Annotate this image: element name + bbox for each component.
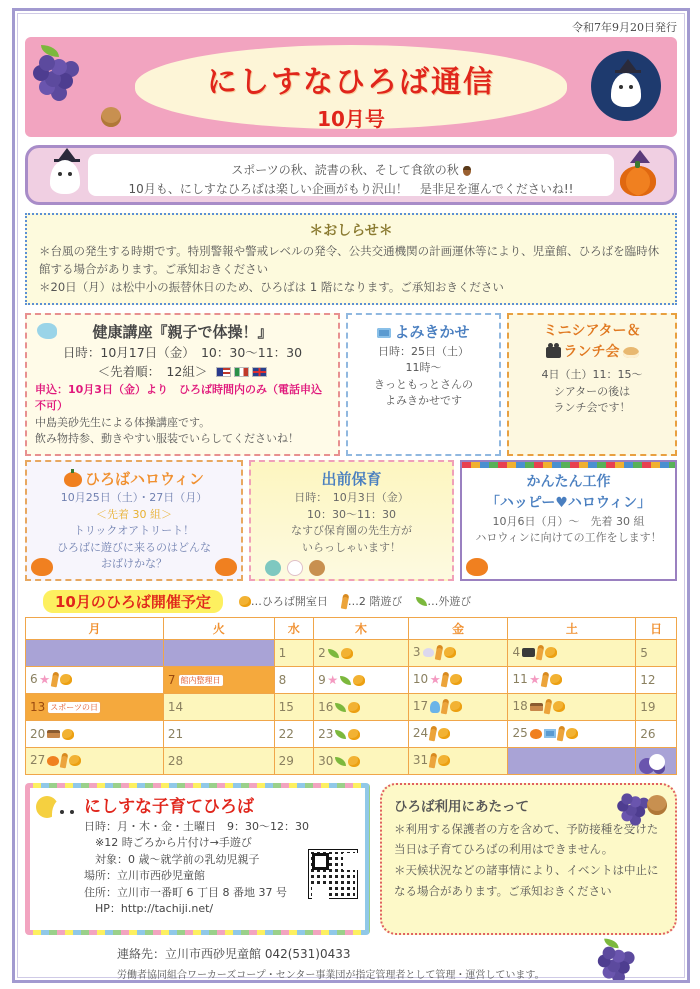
pumpkin-icon	[215, 558, 237, 576]
elephant-icon	[423, 648, 434, 657]
acorn-icon	[463, 166, 471, 176]
weekday-header: 金	[408, 617, 508, 639]
calendar-body	[26, 639, 677, 774]
event-demae-box	[249, 460, 454, 581]
title-banner	[25, 37, 677, 137]
calendar-day-cell	[314, 720, 409, 747]
notice-items	[39, 243, 663, 296]
halloween-title: ひろばハロウィン	[35, 468, 233, 491]
day-number: 31	[412, 753, 429, 768]
notice-item: ＊20日（月）は松中小の振替休日のため、ひろばは 1 階になります。ご承知おきください	[39, 279, 504, 294]
calendar-day-cell	[274, 639, 313, 666]
halloween-desc3: おばけかな？	[101, 557, 167, 571]
day-number: 25	[512, 726, 528, 741]
ghost-icon	[50, 160, 80, 194]
kousaku-subtitle: 「ハッピー♥ハロウィン」	[485, 494, 652, 511]
day-number: 10	[412, 672, 429, 687]
sprout-icon	[340, 676, 351, 685]
halloween-desc2: ひろばに遊びに来るのはどんな	[57, 540, 211, 554]
pumpkin-icon	[47, 756, 59, 766]
theater-desc2: ランチ会です！	[553, 401, 631, 415]
event-yomikikase-box	[346, 313, 501, 455]
cake-icon	[47, 730, 60, 738]
witch-hat-icon	[58, 148, 76, 160]
day-number: 17	[412, 699, 429, 714]
yomikikase-time: 11時～	[405, 361, 442, 375]
yomikikase-title: よみきかせ	[356, 321, 491, 344]
giraffe-icon	[434, 645, 443, 661]
ghost-icon	[611, 73, 641, 107]
chick-icon	[62, 729, 74, 740]
demae-desc1: なすび保育園の先生方が	[291, 524, 412, 538]
bottom-section	[25, 783, 677, 935]
theater-title2: ランチ会	[517, 342, 667, 363]
day-number: 19	[640, 699, 656, 714]
grapes-icon	[39, 55, 55, 71]
chick-icon	[341, 648, 353, 659]
craft-icon	[328, 675, 338, 685]
day-badge: 館内整理日	[178, 674, 224, 687]
chick-icon	[566, 728, 578, 739]
chick-icon	[348, 729, 360, 740]
craft-icon	[430, 675, 440, 685]
giraffe-icon	[543, 699, 552, 715]
hiroba-info-line: 日時：月・木・金・土曜日 9：30～12：30	[84, 819, 309, 833]
calendar-day-cell	[636, 720, 677, 747]
grapes-icon	[603, 946, 616, 959]
giraffe-icon	[556, 726, 565, 742]
craft-icon	[40, 675, 50, 685]
theater-desc1: シアターの後は	[553, 384, 631, 398]
taisou-desc1: 中島美砂先生による体操講座です。	[35, 415, 211, 429]
hiroba-info-line: ※12 時ごろから片付け→手遊び	[84, 836, 252, 850]
day-number: 14	[167, 699, 184, 714]
qr-code	[309, 850, 357, 898]
bunting-flags-icon	[462, 462, 675, 468]
calendar-day-cell	[636, 693, 677, 720]
weekday-header: 木	[314, 617, 409, 639]
calendar-day-cell	[26, 747, 164, 774]
legend-label: …ひろば開室日	[250, 595, 328, 609]
giraffe-icon	[536, 645, 545, 661]
yomikikase-desc2: よみきかせです	[385, 394, 462, 408]
taisou-title: 健康講座『親子で体操！』	[92, 323, 273, 342]
taisou-capacity: ＜先着順： 12組＞	[35, 363, 330, 382]
intro-line2: 10月も、にしすなひろばは楽しい企画がもり沢山！ 是非足を運んでくださいね!!	[128, 182, 574, 197]
animals-illustration	[265, 560, 325, 576]
usage-items	[394, 819, 663, 902]
issue-date: 令和7年9月20日発行	[572, 21, 677, 34]
uk-flag-icon	[252, 367, 267, 377]
day-number: 24	[412, 726, 429, 741]
footer-contact: 連絡先：立川市西砂児童館 042(531)0433	[117, 946, 351, 961]
grapes-icon	[621, 793, 632, 804]
legend-label: …外遊び	[427, 595, 472, 609]
yomikikase-desc1: きっともっとさんの	[374, 377, 473, 391]
chick-icon	[438, 755, 450, 766]
movie-camera-icon	[546, 347, 561, 358]
demae-desc2: いらっしゃいます！	[302, 540, 401, 554]
halloween-capacity: ＜先着 30 組＞	[96, 507, 172, 521]
giraffe-icon	[441, 672, 450, 688]
weekday-header: 火	[163, 617, 274, 639]
chick-icon	[444, 647, 456, 658]
craft-icon	[530, 675, 540, 685]
witch-hat-icon	[619, 59, 637, 71]
notice-box	[25, 213, 677, 305]
grapes-illustration	[39, 55, 55, 71]
calendar-day-cell	[508, 666, 636, 693]
calendar-day-cell	[26, 666, 164, 693]
page-frame	[12, 8, 690, 983]
calendar-header	[25, 590, 677, 613]
calendar-day-cell	[314, 639, 409, 666]
sprout-icon	[335, 730, 346, 739]
calendar-day-cell	[163, 666, 274, 693]
day-number: 26	[640, 726, 656, 741]
bear-icon	[101, 107, 121, 127]
pumpkin-icon	[466, 558, 488, 576]
calendar-day-cell	[274, 720, 313, 747]
calendar-day-cell	[26, 720, 164, 747]
chick-icon	[239, 596, 251, 607]
day-number: 8	[278, 672, 287, 687]
day-number: 16	[318, 699, 334, 714]
calendar-title: 10月のひろば開催予定	[43, 590, 223, 613]
usage-item: ＊利用する保護者の方を含めて、予防接種を受けた当日は子育てひろばの利用はできません。	[394, 821, 659, 857]
kousaku-date: 10月6日（月）～ 先着 30 組	[492, 514, 645, 528]
weekday-header: 土	[508, 617, 636, 639]
leaf-icon	[41, 45, 59, 57]
intro-text	[88, 154, 614, 196]
hiroba-info-line: 住所：立川市一番町 6 丁目 8 番地 37 号	[84, 885, 287, 899]
calendar-day-cell	[274, 747, 313, 774]
day-number: 18	[512, 699, 528, 714]
day-number: 6	[30, 672, 38, 687]
calendar-empty-cell	[636, 747, 677, 774]
calendar-day-cell	[163, 693, 274, 720]
theater-datetime: 4日（土）11：15～	[541, 368, 643, 382]
notice-title: ＊おしらせ＊	[309, 223, 393, 239]
calendar-legend	[237, 593, 480, 609]
day-number: 15	[278, 699, 294, 714]
calendar-day-cell	[636, 666, 677, 693]
chick-icon	[450, 701, 462, 712]
italy-flag-icon	[234, 367, 249, 377]
chick-icon	[60, 674, 72, 685]
chick-icon	[450, 674, 462, 685]
footer-note: 労働者協同組合ワーカーズコープ・センター事業団が指定管理者として管理・運営しています。	[117, 969, 545, 981]
legend-item	[340, 593, 403, 609]
pumpkin-icon	[64, 472, 82, 487]
usage-box	[380, 783, 677, 935]
notice-item: ＊台風の発生する時期です。特別警報や警戒レベルの発令、公共交通機関の計画運休等により、児童館、ひろばを臨時休館する場合があります。ご承知おきください	[39, 244, 660, 276]
day-number: 28	[167, 753, 184, 768]
calendar-empty-cell	[163, 639, 274, 666]
chick-icon	[69, 755, 81, 766]
calendar-week-row	[26, 720, 677, 747]
newsletter-title: にしすなひろば通信	[207, 65, 495, 100]
sprout-icon	[335, 757, 346, 766]
demae-datetime: 日時： 10月3日（金）	[294, 491, 409, 505]
squirrel-icon	[309, 560, 325, 576]
day-number: 23	[318, 726, 334, 741]
calendar-day-cell	[314, 666, 409, 693]
hiroba-info-line: 対象：0 歳～就学前の乳幼児親子	[84, 852, 260, 866]
bread-icon	[623, 347, 639, 358]
leaf-icon	[604, 938, 618, 948]
halloween-date: 10月25日（土）・27日（月）	[60, 491, 208, 505]
chick-icon	[348, 756, 360, 767]
day-number: 13	[30, 699, 46, 714]
calendar-day-cell	[314, 693, 409, 720]
chick-icon	[348, 702, 360, 713]
events-row-2	[25, 460, 677, 581]
calendar-day-cell	[508, 693, 636, 720]
kousaku-title: かんたん工作	[526, 473, 611, 490]
camera-icon	[522, 648, 535, 657]
book-icon	[544, 729, 556, 738]
day-number: 21	[167, 726, 184, 741]
calendar-empty-cell	[508, 747, 636, 774]
halloween-desc1: トリックオアトリート！	[73, 524, 195, 538]
calendar-day-cell	[508, 639, 636, 666]
pumpkin-icon	[31, 558, 53, 576]
day-number: 11	[512, 672, 528, 687]
calendar-week-row	[26, 639, 677, 666]
kousaku-desc: ハロウィンに向けての工作をします！	[475, 531, 662, 545]
giraffe-icon	[429, 726, 438, 742]
giraffe-icon	[60, 753, 69, 769]
book-icon	[377, 328, 391, 338]
usage-title: ひろば利用にあたって	[394, 798, 529, 815]
day-number: 3	[412, 645, 421, 660]
us-flag-icon	[216, 367, 231, 377]
rabbit-illustration	[649, 754, 665, 770]
taisou-apply: 申込：10月3日（金）より ひろば時間内のみ（電話申込不可）	[35, 382, 322, 413]
day-number: 30	[318, 753, 334, 768]
day-number: 20	[30, 726, 46, 741]
weekday-header: 水	[274, 617, 313, 639]
hiroba-info-inner	[30, 788, 365, 930]
event-kousaku-box	[460, 460, 677, 581]
chick-icon	[553, 701, 565, 712]
calendar-day-cell	[408, 639, 508, 666]
calendar-day-cell	[408, 747, 508, 774]
taisou-desc2: 飲み物持参、動きやすい服装でいらしてくださいね！	[35, 432, 299, 446]
ghost-badge	[591, 51, 661, 121]
chick-icon	[353, 675, 365, 686]
hiroba-info-line: HP：http://tachiji.net/	[84, 902, 214, 916]
rabbit-icon	[287, 560, 303, 576]
calendar-day-cell	[408, 720, 508, 747]
giraffe-icon	[50, 672, 59, 688]
chick-icon	[545, 647, 557, 658]
calendar-week-row	[26, 666, 677, 693]
weekday-header: 月	[26, 617, 164, 639]
legend-label: …2 階遊び	[347, 595, 403, 609]
giraffe-icon	[441, 699, 450, 715]
day-number: 22	[278, 726, 294, 741]
title-oval	[135, 45, 567, 129]
sprout-icon	[335, 703, 346, 712]
day-number: 29	[278, 753, 294, 768]
day-number: 1	[278, 645, 287, 660]
calendar-day-cell	[408, 666, 508, 693]
calendar-empty-cell	[26, 639, 164, 666]
taisou-datetime: 日時：10月17日（金） 10：30～11：30	[62, 344, 303, 360]
calendar-day-cell	[163, 720, 274, 747]
weekday-header: 日	[636, 617, 677, 639]
newsletter-issue: 10月号	[317, 107, 385, 131]
elephant-icon	[265, 560, 281, 576]
day-number: 12	[640, 672, 656, 687]
calendar-weekday-row	[26, 617, 677, 639]
day-number: 27	[30, 753, 46, 768]
cake-icon	[530, 703, 543, 711]
calendar-day-cell	[274, 693, 313, 720]
demae-time: 10：30～11：30	[307, 507, 396, 521]
gym-icon	[430, 701, 440, 713]
event-theater-box	[507, 313, 677, 455]
theater-title1: ミニシアター＆	[543, 323, 641, 340]
calendar-day-cell	[274, 666, 313, 693]
bear-icon	[647, 795, 667, 815]
legend-item	[414, 593, 471, 609]
sprout-icon	[328, 649, 339, 658]
day-number: 2	[318, 645, 326, 660]
chick-icon	[550, 674, 562, 685]
giraffe-icon	[429, 753, 438, 769]
calendar-day-cell	[314, 747, 409, 774]
witch-hat-icon	[630, 150, 650, 163]
hiroba-info-title: にしすな子育てひろば	[84, 796, 254, 817]
pumpkin-icon	[530, 729, 542, 739]
calendar-week-row	[26, 693, 677, 720]
hiroba-info-line: 場所：立川市西砂児童館	[84, 869, 205, 883]
calendar-day-cell	[26, 693, 164, 720]
day-badge: スポーツの日	[47, 701, 101, 714]
pumpkin-icon	[620, 166, 656, 196]
calendar-table	[25, 617, 677, 775]
footer	[25, 945, 677, 981]
day-number: 4	[512, 645, 521, 660]
calendar-day-cell	[408, 693, 508, 720]
calendar-day-cell	[636, 639, 677, 666]
event-halloween-box	[25, 460, 243, 581]
events-row-1	[25, 313, 677, 455]
day-number: 7	[167, 672, 176, 687]
calendar-day-cell	[508, 720, 636, 747]
intro-line1: スポーツの秋、読書の秋、そして食欲の秋	[88, 161, 614, 180]
yomikikase-datetime: 日時：25日（土）	[378, 344, 469, 358]
calendar-week-row	[26, 747, 677, 774]
day-number: 9	[318, 672, 326, 687]
hiroba-info-box	[25, 783, 370, 935]
event-taisou-box	[25, 313, 340, 455]
demae-title: 出前保育	[321, 469, 382, 488]
chick-icon	[438, 728, 450, 739]
flags	[213, 363, 267, 382]
day-number: 5	[640, 645, 648, 660]
usage-item: ＊天候状況などの諸事情により、イベントは中止になる場合があります。ご承知おきください	[394, 862, 659, 898]
intro-box	[25, 145, 677, 205]
giraffe-icon	[540, 672, 549, 688]
sprout-icon	[416, 597, 427, 606]
legend-item	[237, 593, 328, 609]
ghost-icon	[52, 798, 76, 824]
calendar-day-cell	[163, 747, 274, 774]
